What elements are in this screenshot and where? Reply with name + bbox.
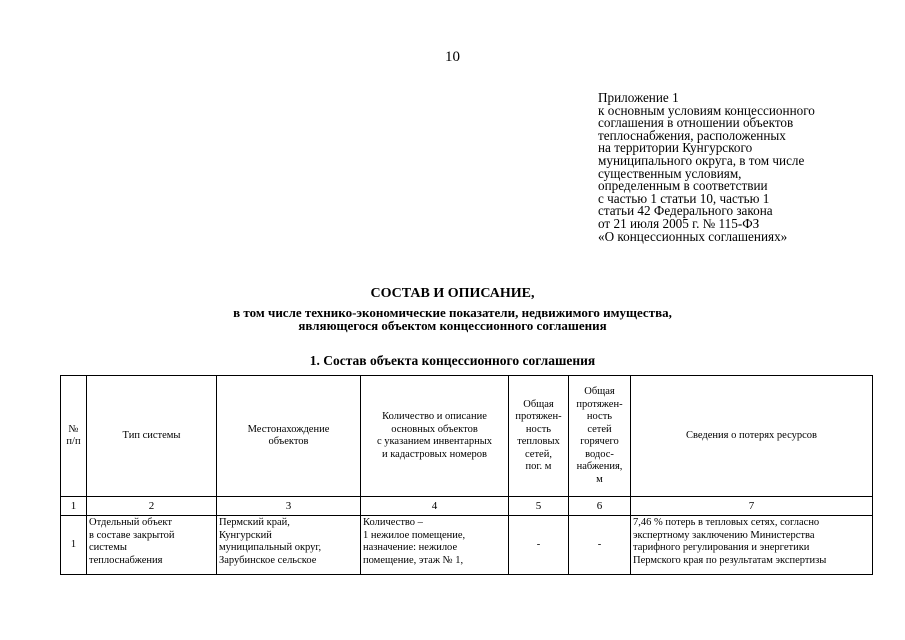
composition-table — [60, 375, 873, 575]
header-system-type: Тип системы — [87, 376, 217, 497]
appendix-line: от 21 июля 2005 г. № 115-ФЗ — [598, 215, 760, 231]
column-number: 2 — [87, 497, 217, 516]
appendix-line: определенным в соответствии — [598, 178, 768, 194]
header-heat-network-length: Общая протяжен- ность тепловых сетей, пог. м — [509, 376, 569, 497]
appendix-line: «О концессионных соглашениях» — [598, 228, 788, 244]
column-number-row — [61, 497, 873, 516]
row-description: Количество – 1 нежилое помещение, назначение: нежилое помещение, этаж № 1, — [361, 516, 509, 575]
appendix-line: теплоснабжения, расположенных — [598, 127, 786, 143]
table-row — [61, 516, 873, 575]
appendix-line: к основным условиям концессионного — [598, 102, 815, 118]
subtitle-line: в том числе технико-экономические показатели, недвижимого имущества, — [233, 305, 672, 320]
column-number: 6 — [569, 497, 631, 516]
page-number: 10 — [445, 49, 460, 65]
row-heat-length: - — [509, 516, 569, 575]
header-hot-water-length: Общая протяжен- ность сетей горячего водос- набжения, м — [569, 376, 631, 497]
appendix-line: соглашения в отношении объектов — [598, 115, 794, 131]
appendix-line: с частью 1 статьи 10, частью 1 — [598, 190, 770, 206]
subtitle-line: являющегося объектом концессионного соглашения — [298, 317, 607, 333]
document-subtitle — [0, 307, 905, 332]
column-number: 5 — [509, 497, 569, 516]
document-title: СОСТАВ И ОПИСАНИЕ, — [370, 286, 535, 301]
appendix-line: на территории Кунгурского — [598, 140, 753, 156]
table-header-row — [61, 376, 873, 497]
appendix-line: статьи 42 Федерального закона — [598, 203, 773, 219]
row-number: 1 — [61, 516, 87, 575]
row-hot-water-length: - — [569, 516, 631, 575]
appendix-block — [598, 92, 898, 243]
column-number: 1 — [61, 497, 87, 516]
section-title: 1. Состав объекта концессионного соглашения — [309, 353, 596, 368]
row-system-type: Отдельный объект в составе закрытой системы теплоснабжения — [87, 516, 217, 575]
appendix-line: муниципального округа, в том числе — [598, 152, 805, 168]
column-number: 3 — [217, 497, 361, 516]
row-losses: 7,46 % потерь в тепловых сетях, согласно экспертному заключению Министерства тарифного регулирования и энергетики Пермского края по результатам экспертизы — [631, 516, 873, 575]
header-number: № п/п — [61, 376, 87, 497]
row-location: Пермский край, Кунгурский муниципальный округ, Зарубинское сельское — [217, 516, 361, 575]
column-number: 4 — [361, 497, 509, 516]
header-resource-losses: Сведения о потерях ресурсов — [631, 376, 873, 497]
header-location: Местонахождение объектов — [217, 376, 361, 497]
appendix-line: существенным условиям, — [598, 165, 742, 181]
header-description: Количество и описание основных объектов с указанием инвентарных и кадастровых номеров — [361, 376, 509, 497]
appendix-line: Приложение 1 — [598, 90, 679, 105]
column-number: 7 — [631, 497, 873, 516]
